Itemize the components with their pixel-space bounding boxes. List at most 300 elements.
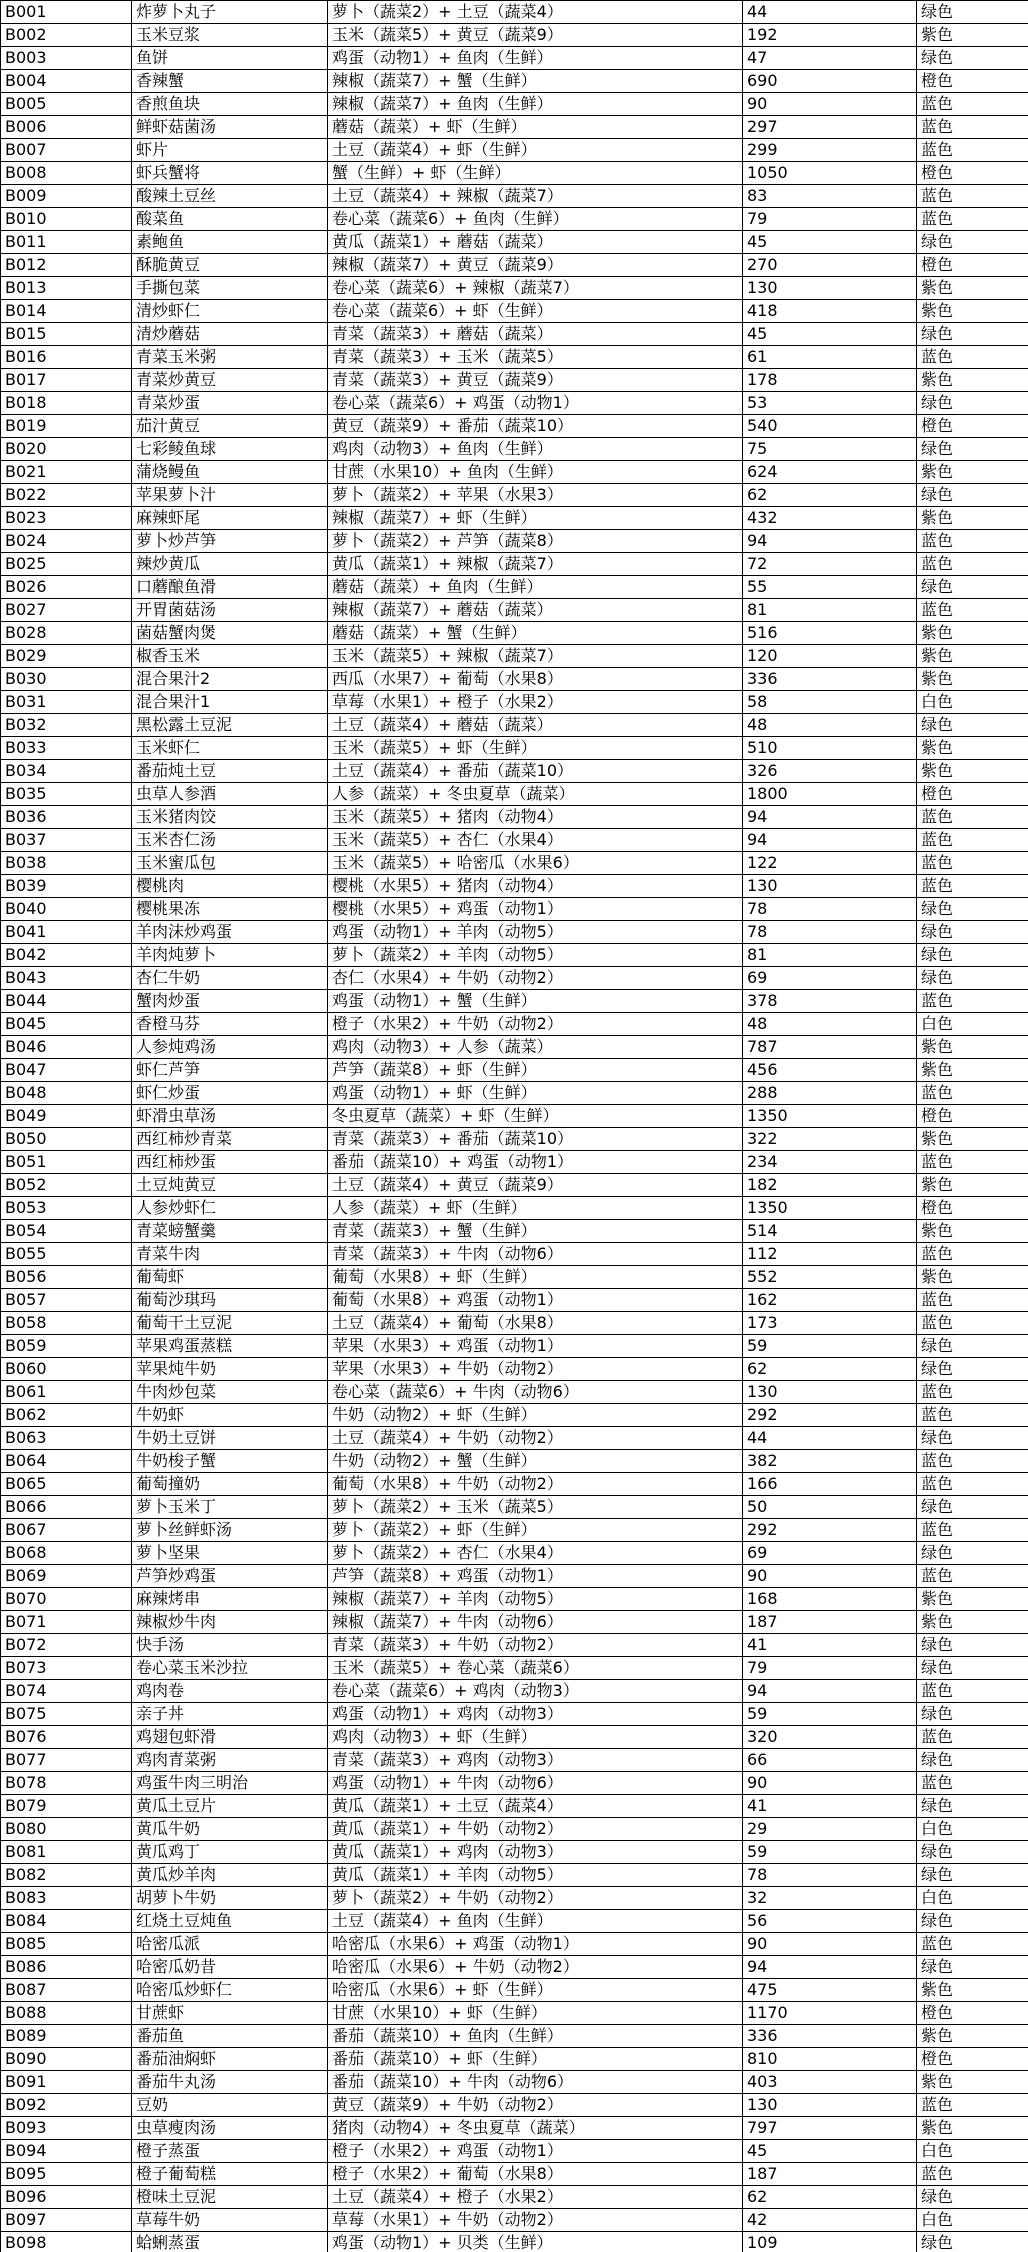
recipe-name-cell[interactable]: 麻辣虾尾	[132, 507, 328, 530]
color-cell[interactable]: 绿色	[917, 1496, 1028, 1519]
ingredients-cell[interactable]: 番茄（蔬菜10）+ 牛肉（动物6）	[328, 2071, 743, 2094]
ingredients-cell[interactable]: 萝卜（蔬菜2）+ 牛奶（动物2）	[328, 1887, 743, 1910]
color-cell[interactable]: 绿色	[917, 438, 1028, 461]
color-cell[interactable]: 紫色	[917, 737, 1028, 760]
color-cell[interactable]: 绿色	[917, 1358, 1028, 1381]
recipe-id-cell[interactable]: B007	[1, 139, 132, 162]
color-cell[interactable]: 橙色	[917, 70, 1028, 93]
recipe-id-cell[interactable]: B053	[1, 1197, 132, 1220]
ingredients-cell[interactable]: 西瓜（水果7）+ 葡萄（水果8）	[328, 668, 743, 691]
value-cell[interactable]: 62	[743, 1358, 917, 1381]
recipe-id-cell[interactable]: B062	[1, 1404, 132, 1427]
recipe-name-cell[interactable]: 牛奶梭子蟹	[132, 1450, 328, 1473]
value-cell[interactable]: 162	[743, 1289, 917, 1312]
ingredients-cell[interactable]: 黄瓜（蔬菜1）+ 土豆（蔬菜4）	[328, 1795, 743, 1818]
ingredients-cell[interactable]: 鸡蛋（动物1）+ 牛肉（动物6）	[328, 1772, 743, 1795]
recipe-id-cell[interactable]: B054	[1, 1220, 132, 1243]
recipe-name-cell[interactable]: 手撕包菜	[132, 277, 328, 300]
ingredients-cell[interactable]: 黄瓜（蔬菜1）+ 辣椒（蔬菜7）	[328, 553, 743, 576]
value-cell[interactable]: 130	[743, 875, 917, 898]
recipe-id-cell[interactable]: B025	[1, 553, 132, 576]
recipe-id-cell[interactable]: B050	[1, 1128, 132, 1151]
value-cell[interactable]: 59	[743, 1335, 917, 1358]
ingredients-cell[interactable]: 卷心菜（蔬菜6）+ 鸡蛋（动物1）	[328, 392, 743, 415]
recipe-name-cell[interactable]: 黄瓜炒羊肉	[132, 1864, 328, 1887]
color-cell[interactable]: 绿色	[917, 2186, 1028, 2209]
recipe-id-cell[interactable]: B058	[1, 1312, 132, 1335]
recipe-name-cell[interactable]: 羊肉沫炒鸡蛋	[132, 921, 328, 944]
ingredients-cell[interactable]: 鸡蛋（动物1）+ 鱼肉（生鲜）	[328, 47, 743, 70]
color-cell[interactable]: 橙色	[917, 254, 1028, 277]
recipe-id-cell[interactable]: B032	[1, 714, 132, 737]
recipe-id-cell[interactable]: B077	[1, 1749, 132, 1772]
color-cell[interactable]: 绿色	[917, 323, 1028, 346]
color-cell[interactable]: 绿色	[917, 944, 1028, 967]
recipe-id-cell[interactable]: B035	[1, 783, 132, 806]
recipe-id-cell[interactable]: B008	[1, 162, 132, 185]
value-cell[interactable]: 44	[743, 1427, 917, 1450]
value-cell[interactable]: 326	[743, 760, 917, 783]
color-cell[interactable]: 蓝色	[917, 185, 1028, 208]
color-cell[interactable]: 紫色	[917, 1266, 1028, 1289]
recipe-id-cell[interactable]: B029	[1, 645, 132, 668]
ingredients-cell[interactable]: 辣椒（蔬菜7）+ 蘑菇（蔬菜）	[328, 599, 743, 622]
color-cell[interactable]: 蓝色	[917, 1519, 1028, 1542]
recipe-name-cell[interactable]: 樱桃肉	[132, 875, 328, 898]
color-cell[interactable]: 蓝色	[917, 806, 1028, 829]
recipe-id-cell[interactable]: B004	[1, 70, 132, 93]
value-cell[interactable]: 94	[743, 1680, 917, 1703]
color-cell[interactable]: 紫色	[917, 622, 1028, 645]
value-cell[interactable]: 78	[743, 898, 917, 921]
color-cell[interactable]: 蓝色	[917, 1404, 1028, 1427]
recipe-name-cell[interactable]: 青菜玉米粥	[132, 346, 328, 369]
recipe-name-cell[interactable]: 萝卜丝鲜虾汤	[132, 1519, 328, 1542]
recipe-name-cell[interactable]: 麻辣烤串	[132, 1588, 328, 1611]
ingredients-cell[interactable]: 辣椒（蔬菜7）+ 羊肉（动物5）	[328, 1588, 743, 1611]
recipe-name-cell[interactable]: 黄瓜土豆片	[132, 1795, 328, 1818]
value-cell[interactable]: 336	[743, 668, 917, 691]
color-cell[interactable]: 紫色	[917, 760, 1028, 783]
value-cell[interactable]: 787	[743, 1036, 917, 1059]
ingredients-cell[interactable]: 牛奶（动物2）+ 虾（生鲜）	[328, 1404, 743, 1427]
recipe-name-cell[interactable]: 苹果萝卜汁	[132, 484, 328, 507]
recipe-id-cell[interactable]: B059	[1, 1335, 132, 1358]
ingredients-cell[interactable]: 辣椒（蔬菜7）+ 鱼肉（生鲜）	[328, 93, 743, 116]
value-cell[interactable]: 418	[743, 300, 917, 323]
value-cell[interactable]: 320	[743, 1726, 917, 1749]
recipe-id-cell[interactable]: B094	[1, 2140, 132, 2163]
ingredients-cell[interactable]: 芦笋（蔬菜8）+ 虾（生鲜）	[328, 1059, 743, 1082]
recipe-id-cell[interactable]: B022	[1, 484, 132, 507]
ingredients-cell[interactable]: 甘蔗（水果10）+ 鱼肉（生鲜）	[328, 461, 743, 484]
recipe-id-cell[interactable]: B041	[1, 921, 132, 944]
recipe-name-cell[interactable]: 卷心菜玉米沙拉	[132, 1657, 328, 1680]
color-cell[interactable]: 紫色	[917, 1220, 1028, 1243]
color-cell[interactable]: 橙色	[917, 162, 1028, 185]
color-cell[interactable]: 绿色	[917, 47, 1028, 70]
value-cell[interactable]: 1350	[743, 1197, 917, 1220]
color-cell[interactable]: 蓝色	[917, 208, 1028, 231]
recipe-name-cell[interactable]: 青菜炒黄豆	[132, 369, 328, 392]
value-cell[interactable]: 122	[743, 852, 917, 875]
recipe-id-cell[interactable]: B089	[1, 2025, 132, 2048]
color-cell[interactable]: 绿色	[917, 392, 1028, 415]
value-cell[interactable]: 44	[743, 1, 917, 24]
recipe-name-cell[interactable]: 鸡肉青菜粥	[132, 1749, 328, 1772]
recipe-name-cell[interactable]: 酸菜鱼	[132, 208, 328, 231]
recipe-id-cell[interactable]: B047	[1, 1059, 132, 1082]
ingredients-cell[interactable]: 青菜（蔬菜3）+ 牛奶（动物2）	[328, 1634, 743, 1657]
recipe-id-cell[interactable]: B009	[1, 185, 132, 208]
recipe-name-cell[interactable]: 鸡肉卷	[132, 1680, 328, 1703]
recipe-name-cell[interactable]: 人参炒虾仁	[132, 1197, 328, 1220]
recipe-name-cell[interactable]: 萝卜坚果	[132, 1542, 328, 1565]
recipe-name-cell[interactable]: 葡萄虾	[132, 1266, 328, 1289]
recipe-id-cell[interactable]: B085	[1, 1933, 132, 1956]
color-cell[interactable]: 蓝色	[917, 2163, 1028, 2186]
ingredients-cell[interactable]: 玉米（蔬菜5）+ 哈密瓜（水果6）	[328, 852, 743, 875]
value-cell[interactable]: 72	[743, 553, 917, 576]
ingredients-cell[interactable]: 冬虫夏草（蔬菜）+ 虾（生鲜）	[328, 1105, 743, 1128]
recipe-name-cell[interactable]: 虾仁炒蛋	[132, 1082, 328, 1105]
color-cell[interactable]: 蓝色	[917, 116, 1028, 139]
value-cell[interactable]: 61	[743, 346, 917, 369]
ingredients-cell[interactable]: 草莓（水果1）+ 牛奶（动物2）	[328, 2209, 743, 2232]
recipe-id-cell[interactable]: B046	[1, 1036, 132, 1059]
value-cell[interactable]: 292	[743, 1519, 917, 1542]
recipe-name-cell[interactable]: 蟹肉炒蛋	[132, 990, 328, 1013]
value-cell[interactable]: 94	[743, 530, 917, 553]
ingredients-cell[interactable]: 青菜（蔬菜3）+ 玉米（蔬菜5）	[328, 346, 743, 369]
recipe-name-cell[interactable]: 杏仁牛奶	[132, 967, 328, 990]
color-cell[interactable]: 紫色	[917, 2071, 1028, 2094]
ingredients-cell[interactable]: 土豆（蔬菜4）+ 虾（生鲜）	[328, 139, 743, 162]
value-cell[interactable]: 78	[743, 921, 917, 944]
recipe-name-cell[interactable]: 红烧土豆炖鱼	[132, 1910, 328, 1933]
ingredients-cell[interactable]: 橙子（水果2）+ 葡萄（水果8）	[328, 2163, 743, 2186]
ingredients-cell[interactable]: 萝卜（蔬菜2）+ 芦笋（蔬菜8）	[328, 530, 743, 553]
ingredients-cell[interactable]: 辣椒（蔬菜7）+ 牛肉（动物6）	[328, 1611, 743, 1634]
recipe-name-cell[interactable]: 人参炖鸡汤	[132, 1036, 328, 1059]
recipe-id-cell[interactable]: B030	[1, 668, 132, 691]
value-cell[interactable]: 94	[743, 806, 917, 829]
color-cell[interactable]: 绿色	[917, 714, 1028, 737]
recipe-name-cell[interactable]: 胡萝卜牛奶	[132, 1887, 328, 1910]
recipe-name-cell[interactable]: 豆奶	[132, 2094, 328, 2117]
ingredients-cell[interactable]: 番茄（蔬菜10）+ 鱼肉（生鲜）	[328, 2025, 743, 2048]
value-cell[interactable]: 1350	[743, 1105, 917, 1128]
recipe-id-cell[interactable]: B013	[1, 277, 132, 300]
recipe-id-cell[interactable]: B069	[1, 1565, 132, 1588]
color-cell[interactable]: 蓝色	[917, 1082, 1028, 1105]
color-cell[interactable]: 橙色	[917, 2002, 1028, 2025]
value-cell[interactable]: 187	[743, 1611, 917, 1634]
value-cell[interactable]: 66	[743, 1749, 917, 1772]
color-cell[interactable]: 绿色	[917, 1, 1028, 24]
recipe-id-cell[interactable]: B088	[1, 2002, 132, 2025]
ingredients-cell[interactable]: 土豆（蔬菜4）+ 辣椒（蔬菜7）	[328, 185, 743, 208]
ingredients-cell[interactable]: 卷心菜（蔬菜6）+ 鱼肉（生鲜）	[328, 208, 743, 231]
color-cell[interactable]: 绿色	[917, 898, 1028, 921]
recipe-name-cell[interactable]: 鱼饼	[132, 47, 328, 70]
recipe-name-cell[interactable]: 牛肉炒包菜	[132, 1381, 328, 1404]
value-cell[interactable]: 48	[743, 714, 917, 737]
color-cell[interactable]: 蓝色	[917, 1565, 1028, 1588]
ingredients-cell[interactable]: 土豆（蔬菜4）+ 橙子（水果2）	[328, 2186, 743, 2209]
value-cell[interactable]: 81	[743, 944, 917, 967]
color-cell[interactable]: 绿色	[917, 967, 1028, 990]
color-cell[interactable]: 绿色	[917, 1335, 1028, 1358]
value-cell[interactable]: 79	[743, 208, 917, 231]
recipe-name-cell[interactable]: 清炒虾仁	[132, 300, 328, 323]
value-cell[interactable]: 50	[743, 1496, 917, 1519]
ingredients-cell[interactable]: 卷心菜（蔬菜6）+ 虾（生鲜）	[328, 300, 743, 323]
value-cell[interactable]: 403	[743, 2071, 917, 2094]
value-cell[interactable]: 178	[743, 369, 917, 392]
color-cell[interactable]: 紫色	[917, 1979, 1028, 2002]
value-cell[interactable]: 81	[743, 599, 917, 622]
value-cell[interactable]: 62	[743, 2186, 917, 2209]
value-cell[interactable]: 48	[743, 1013, 917, 1036]
color-cell[interactable]: 橙色	[917, 1197, 1028, 1220]
recipe-id-cell[interactable]: B019	[1, 415, 132, 438]
ingredients-cell[interactable]: 鸡肉（动物3）+ 人参（蔬菜）	[328, 1036, 743, 1059]
ingredients-cell[interactable]: 苹果（水果3）+ 牛奶（动物2）	[328, 1358, 743, 1381]
value-cell[interactable]: 336	[743, 2025, 917, 2048]
recipe-id-cell[interactable]: B052	[1, 1174, 132, 1197]
recipe-name-cell[interactable]: 青菜牛肉	[132, 1243, 328, 1266]
ingredients-cell[interactable]: 鸡蛋（动物1）+ 羊肉（动物5）	[328, 921, 743, 944]
value-cell[interactable]: 432	[743, 507, 917, 530]
ingredients-cell[interactable]: 黄豆（蔬菜9）+ 牛奶（动物2）	[328, 2094, 743, 2117]
recipe-id-cell[interactable]: B021	[1, 461, 132, 484]
value-cell[interactable]: 45	[743, 2140, 917, 2163]
ingredients-cell[interactable]: 萝卜（蔬菜2）+ 羊肉（动物5）	[328, 944, 743, 967]
value-cell[interactable]: 78	[743, 1864, 917, 1887]
recipe-name-cell[interactable]: 黑松露土豆泥	[132, 714, 328, 737]
recipe-id-cell[interactable]: B034	[1, 760, 132, 783]
value-cell[interactable]: 378	[743, 990, 917, 1013]
recipe-id-cell[interactable]: B081	[1, 1841, 132, 1864]
color-cell[interactable]: 橙色	[917, 415, 1028, 438]
ingredients-cell[interactable]: 蟹（生鲜）+ 虾（生鲜）	[328, 162, 743, 185]
recipe-id-cell[interactable]: B044	[1, 990, 132, 1013]
recipe-id-cell[interactable]: B026	[1, 576, 132, 599]
ingredients-cell[interactable]: 葡萄（水果8）+ 鸡蛋（动物1）	[328, 1289, 743, 1312]
color-cell[interactable]: 白色	[917, 2209, 1028, 2232]
value-cell[interactable]: 59	[743, 1703, 917, 1726]
color-cell[interactable]: 蓝色	[917, 1680, 1028, 1703]
color-cell[interactable]: 紫色	[917, 1611, 1028, 1634]
recipe-name-cell[interactable]: 橙子葡萄糕	[132, 2163, 328, 2186]
color-cell[interactable]: 紫色	[917, 461, 1028, 484]
color-cell[interactable]: 蓝色	[917, 1772, 1028, 1795]
color-cell[interactable]: 蓝色	[917, 599, 1028, 622]
ingredients-cell[interactable]: 葡萄（水果8）+ 虾（生鲜）	[328, 1266, 743, 1289]
value-cell[interactable]: 41	[743, 1634, 917, 1657]
recipe-name-cell[interactable]: 樱桃果冻	[132, 898, 328, 921]
value-cell[interactable]: 510	[743, 737, 917, 760]
recipe-id-cell[interactable]: B043	[1, 967, 132, 990]
recipe-name-cell[interactable]: 鲜虾菇菌汤	[132, 116, 328, 139]
recipe-name-cell[interactable]: 炸萝卜丸子	[132, 1, 328, 24]
recipe-id-cell[interactable]: B039	[1, 875, 132, 898]
color-cell[interactable]: 紫色	[917, 1588, 1028, 1611]
recipe-name-cell[interactable]: 虫草人参酒	[132, 783, 328, 806]
ingredients-cell[interactable]: 杏仁（水果4）+ 牛奶（动物2）	[328, 967, 743, 990]
value-cell[interactable]: 540	[743, 415, 917, 438]
recipe-id-cell[interactable]: B065	[1, 1473, 132, 1496]
color-cell[interactable]: 蓝色	[917, 875, 1028, 898]
color-cell[interactable]: 蓝色	[917, 990, 1028, 1013]
ingredients-cell[interactable]: 卷心菜（蔬菜6）+ 鸡肉（动物3）	[328, 1680, 743, 1703]
value-cell[interactable]: 514	[743, 1220, 917, 1243]
recipe-name-cell[interactable]: 开胃菌菇汤	[132, 599, 328, 622]
recipe-id-cell[interactable]: B086	[1, 1956, 132, 1979]
recipe-id-cell[interactable]: B037	[1, 829, 132, 852]
ingredients-cell[interactable]: 玉米（蔬菜5）+ 卷心菜（蔬菜6）	[328, 1657, 743, 1680]
value-cell[interactable]: 297	[743, 116, 917, 139]
value-cell[interactable]: 552	[743, 1266, 917, 1289]
ingredients-cell[interactable]: 猪肉（动物4）+ 冬虫夏草（蔬菜）	[328, 2117, 743, 2140]
color-cell[interactable]: 紫色	[917, 24, 1028, 47]
recipe-id-cell[interactable]: B003	[1, 47, 132, 70]
color-cell[interactable]: 橙色	[917, 2048, 1028, 2071]
recipe-name-cell[interactable]: 蒲烧鳗鱼	[132, 461, 328, 484]
ingredients-cell[interactable]: 玉米（蔬菜5）+ 杏仁（水果4）	[328, 829, 743, 852]
ingredients-cell[interactable]: 土豆（蔬菜4）+ 番茄（蔬菜10）	[328, 760, 743, 783]
recipe-name-cell[interactable]: 牛奶土豆饼	[132, 1427, 328, 1450]
recipe-id-cell[interactable]: B001	[1, 1, 132, 24]
recipe-name-cell[interactable]: 萝卜玉米丁	[132, 1496, 328, 1519]
value-cell[interactable]: 299	[743, 139, 917, 162]
ingredients-cell[interactable]: 土豆（蔬菜4）+ 蘑菇（蔬菜）	[328, 714, 743, 737]
ingredients-cell[interactable]: 人参（蔬菜）+ 虾（生鲜）	[328, 1197, 743, 1220]
ingredients-cell[interactable]: 蘑菇（蔬菜）+ 鱼肉（生鲜）	[328, 576, 743, 599]
value-cell[interactable]: 187	[743, 2163, 917, 2186]
value-cell[interactable]: 1800	[743, 783, 917, 806]
recipe-id-cell[interactable]: B071	[1, 1611, 132, 1634]
recipe-id-cell[interactable]: B082	[1, 1864, 132, 1887]
recipe-id-cell[interactable]: B092	[1, 2094, 132, 2117]
color-cell[interactable]: 蓝色	[917, 829, 1028, 852]
value-cell[interactable]: 45	[743, 323, 917, 346]
recipe-id-cell[interactable]: B010	[1, 208, 132, 231]
recipe-name-cell[interactable]: 虾仁芦笋	[132, 1059, 328, 1082]
recipe-id-cell[interactable]: B084	[1, 1910, 132, 1933]
value-cell[interactable]: 475	[743, 1979, 917, 2002]
recipe-name-cell[interactable]: 素鲍鱼	[132, 231, 328, 254]
color-cell[interactable]: 紫色	[917, 1059, 1028, 1082]
value-cell[interactable]: 120	[743, 645, 917, 668]
recipe-name-cell[interactable]: 草莓牛奶	[132, 2209, 328, 2232]
color-cell[interactable]: 绿色	[917, 1956, 1028, 1979]
color-cell[interactable]: 蓝色	[917, 1450, 1028, 1473]
color-cell[interactable]: 蓝色	[917, 1289, 1028, 1312]
value-cell[interactable]: 55	[743, 576, 917, 599]
recipe-id-cell[interactable]: B051	[1, 1151, 132, 1174]
ingredients-cell[interactable]: 番茄（蔬菜10）+ 鸡蛋（动物1）	[328, 1151, 743, 1174]
value-cell[interactable]: 69	[743, 1542, 917, 1565]
value-cell[interactable]: 810	[743, 2048, 917, 2071]
recipe-name-cell[interactable]: 羊肉炖萝卜	[132, 944, 328, 967]
color-cell[interactable]: 绿色	[917, 1864, 1028, 1887]
recipe-name-cell[interactable]: 黄瓜鸡丁	[132, 1841, 328, 1864]
ingredients-cell[interactable]: 辣椒（蔬菜7）+ 黄豆（蔬菜9）	[328, 254, 743, 277]
value-cell[interactable]: 109	[743, 2232, 917, 2252]
color-cell[interactable]: 紫色	[917, 2025, 1028, 2048]
ingredients-cell[interactable]: 辣椒（蔬菜7）+ 蟹（生鲜）	[328, 70, 743, 93]
recipe-name-cell[interactable]: 番茄鱼	[132, 2025, 328, 2048]
ingredients-cell[interactable]: 蘑菇（蔬菜）+ 虾（生鲜）	[328, 116, 743, 139]
color-cell[interactable]: 白色	[917, 1887, 1028, 1910]
ingredients-cell[interactable]: 卷心菜（蔬菜6）+ 牛肉（动物6）	[328, 1381, 743, 1404]
value-cell[interactable]: 94	[743, 1956, 917, 1979]
value-cell[interactable]: 182	[743, 1174, 917, 1197]
recipe-name-cell[interactable]: 葡萄撞奶	[132, 1473, 328, 1496]
color-cell[interactable]: 绿色	[917, 1795, 1028, 1818]
recipe-name-cell[interactable]: 香橙马芬	[132, 1013, 328, 1036]
recipe-name-cell[interactable]: 萝卜炒芦笋	[132, 530, 328, 553]
value-cell[interactable]: 292	[743, 1404, 917, 1427]
ingredients-cell[interactable]: 橙子（水果2）+ 牛奶（动物2）	[328, 1013, 743, 1036]
color-cell[interactable]: 蓝色	[917, 93, 1028, 116]
recipe-id-cell[interactable]: B074	[1, 1680, 132, 1703]
recipe-name-cell[interactable]: 苹果炖牛奶	[132, 1358, 328, 1381]
recipe-id-cell[interactable]: B080	[1, 1818, 132, 1841]
color-cell[interactable]: 蓝色	[917, 346, 1028, 369]
value-cell[interactable]: 58	[743, 691, 917, 714]
ingredients-cell[interactable]: 黄瓜（蔬菜1）+ 鸡肉（动物3）	[328, 1841, 743, 1864]
recipe-name-cell[interactable]: 混合果汁2	[132, 668, 328, 691]
recipe-id-cell[interactable]: B096	[1, 2186, 132, 2209]
recipe-name-cell[interactable]: 辣炒黄瓜	[132, 553, 328, 576]
recipe-name-cell[interactable]: 牛奶虾	[132, 1404, 328, 1427]
recipe-id-cell[interactable]: B083	[1, 1887, 132, 1910]
recipe-id-cell[interactable]: B066	[1, 1496, 132, 1519]
color-cell[interactable]: 绿色	[917, 1841, 1028, 1864]
ingredients-cell[interactable]: 玉米（蔬菜5）+ 猪肉（动物4）	[328, 806, 743, 829]
recipe-name-cell[interactable]: 芦笋炒鸡蛋	[132, 1565, 328, 1588]
recipe-name-cell[interactable]: 玉米猪肉饺	[132, 806, 328, 829]
recipe-id-cell[interactable]: B020	[1, 438, 132, 461]
color-cell[interactable]: 绿色	[917, 576, 1028, 599]
ingredients-cell[interactable]: 土豆（蔬菜4）+ 葡萄（水果8）	[328, 1312, 743, 1335]
color-cell[interactable]: 绿色	[917, 1634, 1028, 1657]
recipe-name-cell[interactable]: 青菜螃蟹羹	[132, 1220, 328, 1243]
recipe-id-cell[interactable]: B087	[1, 1979, 132, 2002]
recipe-name-cell[interactable]: 虾滑虫草汤	[132, 1105, 328, 1128]
ingredients-cell[interactable]: 樱桃（水果5）+ 猪肉（动物4）	[328, 875, 743, 898]
ingredients-cell[interactable]: 鸡蛋（动物1）+ 鸡肉（动物3）	[328, 1703, 743, 1726]
recipe-id-cell[interactable]: B031	[1, 691, 132, 714]
recipe-id-cell[interactable]: B036	[1, 806, 132, 829]
recipe-id-cell[interactable]: B017	[1, 369, 132, 392]
recipe-name-cell[interactable]: 玉米蜜瓜包	[132, 852, 328, 875]
recipe-id-cell[interactable]: B018	[1, 392, 132, 415]
ingredients-cell[interactable]: 鸡蛋（动物1）+ 蟹（生鲜）	[328, 990, 743, 1013]
recipe-name-cell[interactable]: 茄汁黄豆	[132, 415, 328, 438]
recipe-id-cell[interactable]: B097	[1, 2209, 132, 2232]
recipe-id-cell[interactable]: B056	[1, 1266, 132, 1289]
value-cell[interactable]: 1050	[743, 162, 917, 185]
value-cell[interactable]: 45	[743, 231, 917, 254]
color-cell[interactable]: 蓝色	[917, 1312, 1028, 1335]
recipe-name-cell[interactable]: 香煎鱼块	[132, 93, 328, 116]
ingredients-cell[interactable]: 青菜（蔬菜3）+ 蘑菇（蔬菜）	[328, 323, 743, 346]
value-cell[interactable]: 75	[743, 438, 917, 461]
